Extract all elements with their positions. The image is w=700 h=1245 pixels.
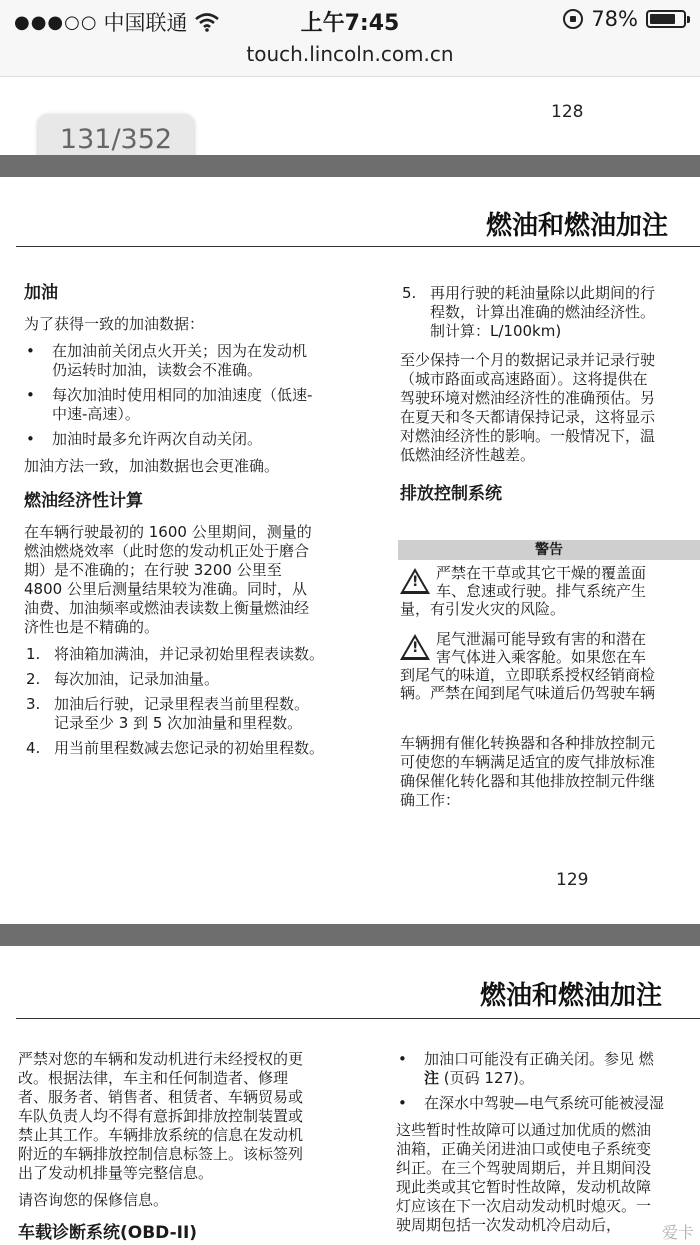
text-line: 至少保持一个月的数据记录并记录行驶 <box>400 351 656 369</box>
refuel-summary: 加油方法一致，加油数据也会更准确。 <box>24 457 280 475</box>
temporary-fault-paragraph <box>396 1121 700 1235</box>
clock: 上午7:45 <box>300 11 400 36</box>
text-line: 确保催化转化器和其他排放控制元件继 <box>400 772 656 790</box>
list-item <box>24 430 374 449</box>
bullet-line: 仍运转时加油，读数会不准确。 <box>52 361 263 379</box>
list-item <box>24 670 374 689</box>
text-line: 确工作： <box>400 791 461 809</box>
heading-obd: 车载诊断系统(OBD-II) <box>18 1223 198 1243</box>
step-text: 用当前里程数减去您记录的初始里程数。 <box>54 739 325 757</box>
step-text: 加油后行驶，记录里程表当前里程数。 <box>54 695 310 713</box>
page-number-129: 129 <box>556 870 589 890</box>
consult-warranty: 请咨询您的保修信息。 <box>18 1191 169 1209</box>
step-text: 每次加油，记录加油量。 <box>54 670 220 688</box>
step-number: 1. <box>26 645 41 663</box>
text-line: 驶周期包括一次发动机冷启动后， <box>396 1216 622 1234</box>
refuel-bullet-list <box>24 342 374 449</box>
text-line: 者、服务者、销售者、租赁者、车辆贸易或 <box>18 1088 304 1106</box>
list-item <box>400 284 700 341</box>
bullet-line: • 在加油前关闭点火开关；因为在发动机 <box>52 342 308 360</box>
bullet-line: • 加油口可能没有正确关闭。参见 燃 <box>424 1050 654 1068</box>
list-item <box>396 1094 700 1113</box>
text-line: 在夏天和冬天都请保持记录，这将显示 <box>400 408 656 426</box>
tamper-paragraph <box>18 1050 378 1183</box>
page-indicator: 131/352 <box>38 114 194 166</box>
title-rule <box>16 246 700 247</box>
bullet-line: • 每次加油时使用相同的加油速度（低速- <box>52 386 313 404</box>
text-line: 在车辆行驶最初的 1600 公里期间，测量的 <box>24 523 312 541</box>
list-item <box>24 739 374 758</box>
list-item <box>24 342 374 380</box>
record-paragraph <box>400 351 700 465</box>
text-line: 出了发动机排量等完整信息。 <box>18 1164 214 1182</box>
status-bar <box>0 0 700 40</box>
text-line: 现此类或其它暂时性故障，发动机故障 <box>396 1178 652 1196</box>
page129-right-column <box>396 1050 700 1235</box>
step-text: 再用行驶的耗油量除以此期间的行 <box>430 284 656 302</box>
page129-left-column <box>18 1050 378 1243</box>
step-number: 4. <box>26 739 41 757</box>
text-line: 灯应该在下一次启动发动机时熄灭。一 <box>396 1197 652 1215</box>
step-text: 制计算：L/100km) <box>430 322 562 340</box>
steps-list <box>24 645 374 758</box>
text-line: 辆。严禁在闻到尾气味道后仍驾驶车辆 <box>400 684 656 702</box>
fuel-economy-paragraph <box>24 523 374 637</box>
list-item <box>396 1050 700 1088</box>
bold-link-text[interactable]: 注 <box>424 1069 440 1087</box>
text-line: 油箱，正确关闭进油口或使电子系统变 <box>396 1140 652 1158</box>
text-line: 这些暂时性故障可以通过加优质的燃油 <box>396 1121 652 1139</box>
section-title-129: 燃油和燃油加注 <box>479 981 662 1011</box>
list-item <box>24 695 374 733</box>
text-line: 期）是不准确的；在行驶 3200 公里至 <box>24 561 282 579</box>
page-reference: (页码 127)。 <box>439 1069 534 1087</box>
text-line: 尾气泄漏可能导致有害的和潜在 <box>436 630 647 648</box>
bullet-line: • 在深水中驾驶—电气系统可能被浸湿 <box>424 1094 665 1112</box>
text-line: 到尾气的味道，立即联系授权经销商检 <box>400 666 656 684</box>
text-line: 车辆拥有催化转换器和各种排放控制元 <box>400 734 656 752</box>
text-line: 燃油燃烧效率（此时您的发动机正处于磨合 <box>24 542 310 560</box>
watermark: 爱卡 <box>661 1223 694 1242</box>
page-header-bar <box>0 924 700 946</box>
catalyst-paragraph <box>400 734 700 810</box>
text-line: 4800 公里后测量结果较为准确。同时，从 <box>24 580 307 598</box>
step-number: 3. <box>26 695 41 713</box>
warning-triangle-icon <box>400 568 430 594</box>
step-number: 5. <box>402 284 417 302</box>
list-item <box>24 386 374 424</box>
text-line: 严禁在干草或其它干燥的覆盖面 <box>436 564 647 582</box>
text-line: 害气体进入乘客舱。如果您在车 <box>436 648 647 666</box>
text-line: 车队负责人均不得有意拆卸排放控制装置或 <box>18 1107 304 1125</box>
page128-right-column <box>400 284 700 504</box>
text-line: 量，有引发火灾的风险。 <box>400 600 566 618</box>
text-line: 济性也是不精确的。 <box>24 618 160 636</box>
bullet-line: • 加油时最多允许两次自动关闭。 <box>52 430 263 448</box>
battery-icon <box>646 10 686 28</box>
text-line: 附近的车辆排放控制信息标签上。该标签列 <box>18 1145 304 1163</box>
url-text[interactable]: touch.lincoln.com.cn <box>246 42 454 66</box>
text-line: 车、怠速或行驶。排气系统产生 <box>436 582 647 600</box>
heading-emission-control: 排放控制系统 <box>400 484 502 504</box>
bullet-line: 中速-高速）。 <box>52 405 140 423</box>
address-bar[interactable] <box>0 40 700 77</box>
signal-strength-icon: ●●●○○ <box>14 11 98 33</box>
heading-refuel: 加油 <box>24 283 58 303</box>
rotation-lock-icon <box>563 9 583 29</box>
text-line: 驾驶环境对燃油经济性的准确预估。另 <box>400 389 656 407</box>
text-line: 禁止其工作。车辆排放系统的信息在发动机 <box>18 1126 304 1144</box>
carrier-name: 中国联通 <box>103 11 188 35</box>
list-item <box>24 645 374 664</box>
text-line: 改。根据法律，车主和任何制造者、修理 <box>18 1069 289 1087</box>
warning-block-fire <box>400 564 700 618</box>
section-title-128: 燃油和燃油加注 <box>485 211 668 241</box>
page-number-128: 128 <box>551 102 584 122</box>
refuel-intro: 为了获得一致的加油数据： <box>24 315 205 333</box>
page-header-bar <box>0 155 700 177</box>
step-text: 记录至少 3 到 5 次加油量和里程数。 <box>54 714 303 732</box>
warning-triangle-icon <box>400 634 430 660</box>
page128-left-column <box>24 284 374 758</box>
warning-block-exhaust <box>400 630 700 702</box>
status-right <box>563 7 686 31</box>
title-rule <box>16 1018 700 1019</box>
text-line: 油费、加油频率或燃油表读数上衡量燃油经 <box>24 599 310 617</box>
warning-text <box>436 564 646 600</box>
warning-first-lines <box>400 630 700 666</box>
heading-fuel-economy: 燃油经济性计算 <box>24 491 143 511</box>
step-text: 将油箱加满油，并记录初始里程表读数。 <box>54 645 325 663</box>
battery-percent: 78% <box>591 7 638 31</box>
step-text: 程数，计算出准确的燃油经济性。 <box>430 303 656 321</box>
bullet-line <box>424 1069 700 1088</box>
text-line: 严禁对您的车辆和发动机进行未经授权的更 <box>18 1050 304 1068</box>
warning-first-lines <box>400 564 700 600</box>
text-line: 低燃油经济性越差。 <box>400 446 536 464</box>
text-line: 纠正。在三个驾驶周期后，并且期间没 <box>396 1159 652 1177</box>
step-number: 2. <box>26 670 41 688</box>
text-line: 对燃油经济性的影响。一般情况下，温 <box>400 427 656 445</box>
text-line: 可使您的车辆满足适宜的废气排放标准 <box>400 753 656 771</box>
text-line: （城市路面或高速路面）。这将提供在 <box>400 370 648 388</box>
warning-header: 警告 <box>398 540 700 560</box>
warning-text <box>436 630 646 666</box>
